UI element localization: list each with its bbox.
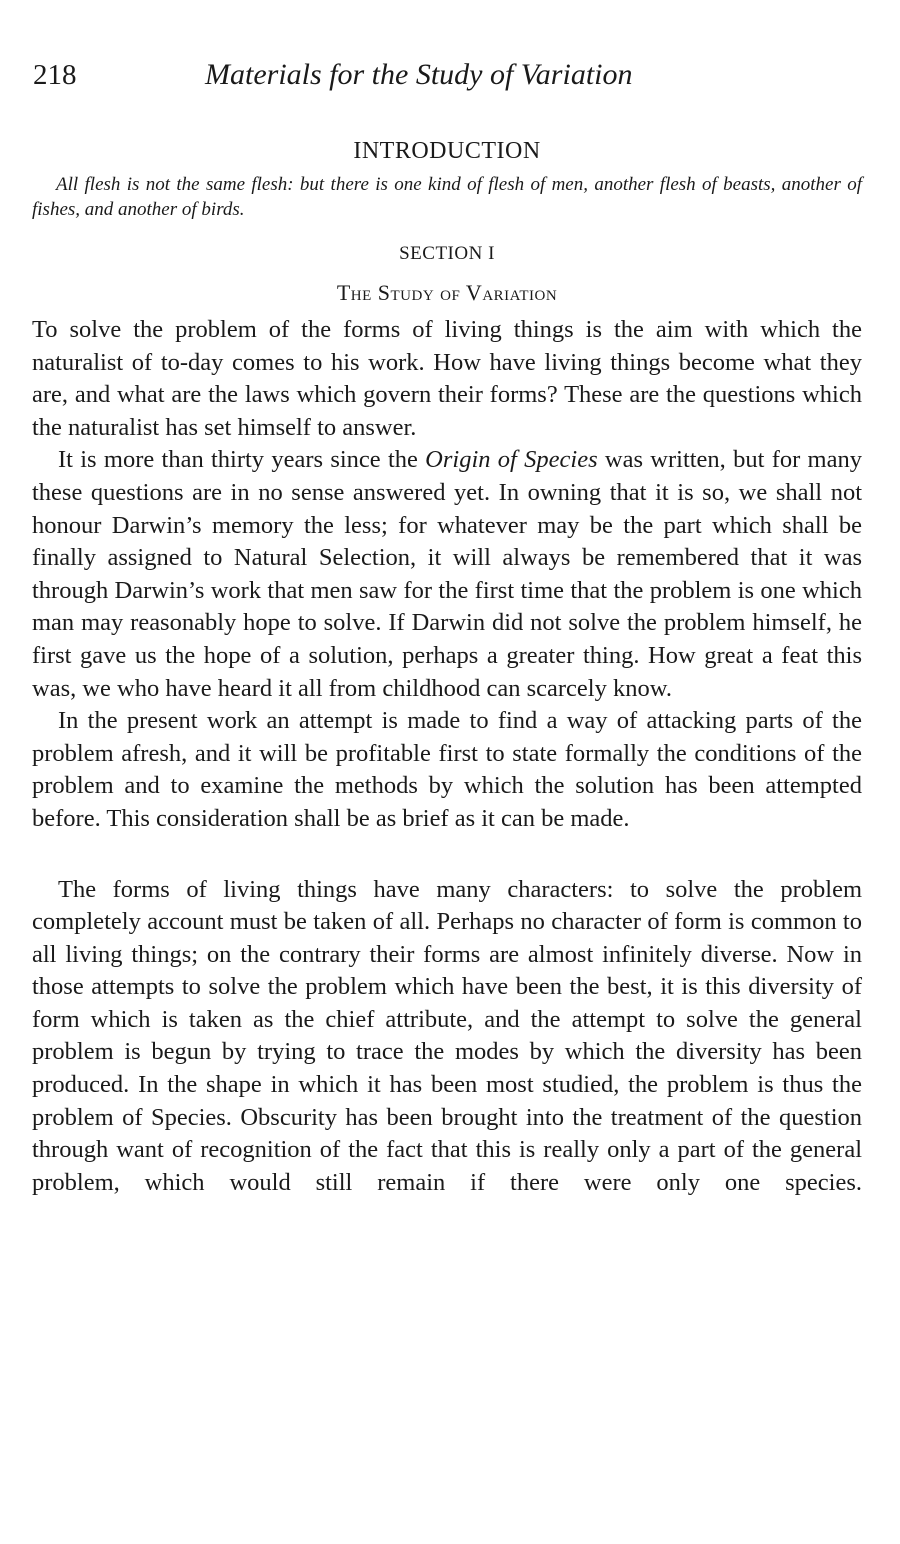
introduction-heading: INTRODUCTION (353, 138, 541, 164)
section-title: The Study of Variation (336, 280, 558, 305)
paragraph-1: To solve the problem of the forms of living things is the aim with which the naturalist of to-day comes to his work. How have living things become what they are, and what are the laws which govern their forms? These are the questions which the naturalist has set himself to answer. (32, 316, 862, 441)
section-label: SECTION I (399, 243, 495, 264)
paragraph-4: The forms of living things have many characters: to solve the problem completely account must be taken of all. Perhaps no character of form is common to all living things; on the contrary their forms are almost infinitely diverse. Now in those attempts to solve the problem which have been the best, it is this diversity of form which is taken as the chief attribute, and the attempt to solve the general problem is begun by trying to trace the modes by which the diversity has been produced. In the shape in which it has been most studied, the problem is thus the problem of Species. Obscurity has been brought into the treatment of the question through want of recognition of the fact that this is really only a part of the general problem, which would still remain if there were only one species. (32, 875, 862, 1196)
paragraph-2-start: It is more than thirty years since the (58, 446, 426, 474)
paragraph-2-rest: was written, but for many these questions are in no sense answered yet. In owning that it is so, we shall not honour Darwin’s memory the less; for whatever may be the part which shall be finally assigned to Natural Selection, it will always be remembered that it was through Darwin’s work that men saw for the first time that the problem is one which man may reasonably hope to solve. If Darwin did not solve the problem himself, he first gave us the hope of a solution, perhaps a greater thing. How great a feat this was, we who have heard it all from childhood can scarcely know. (32, 446, 862, 702)
book-title-origin-of-species: Origin of Species (425, 446, 598, 474)
paragraph-3: In the present work an attempt is made to find a way of attacking parts of the problem afresh, and it will be profitable first to state formally the conditions of the problem and to examine the methods by which the solution has been attempted before. This consideration shall be as brief as it can be made. (32, 707, 862, 832)
running-title: Materials for the Study of Variation (205, 58, 633, 91)
page-number: 218 (33, 59, 77, 91)
body-text (32, 134, 862, 1199)
epigraph: All flesh is not the same flesh: but there is one kind of flesh of men, another flesh of beasts, another of fishes, and another of birds. (32, 174, 862, 220)
paragraph-2 (32, 444, 862, 705)
running-head (33, 58, 863, 98)
